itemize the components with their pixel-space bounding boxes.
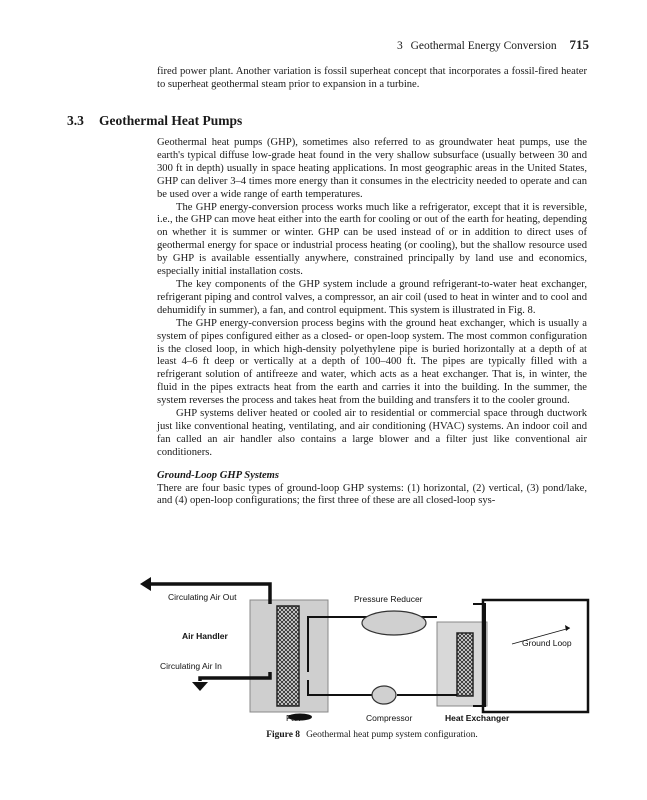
- figure-caption-text: Geothermal heat pump system configuration.: [306, 730, 478, 740]
- pressure-reducer: [362, 611, 426, 635]
- section-body: [157, 137, 587, 508]
- label-air-handler: Air Handler: [182, 631, 228, 641]
- ground-loop: [483, 600, 588, 712]
- paragraph: Geothermal heat pumps (GHP), sometimes also referred to as groundwater heat pumps, use the earth's typical diffuse low-grade heat found in the very shallow subsurface (usually between 30 and 300 ft in depth) usually in space heating applications. In most geographic areas in the United States, GHP can deliver 3–4 times more energy than it consumes in the electricity needed to operate and can be used over a wide range of earth temperatures.: [157, 137, 587, 200]
- paragraph: The GHP energy-conversion process begins with the ground heat exchanger, which is usually a system of pipes configured either as a closed- or open-loop system. The most common configuration is the closed loop, in which high-density polyethylene pipe is buried horizontally at a depth of at least 4–6 ft deep or vertically at a depth of 100–400 ft. The pipes are typically filled with a refrigerant solution of antifreeze and water, which acts as a heat exchanger. That is, in winter, the fluid in the pipes extracts heat from the earth and carries it into the building. In the summer, the system reverses the process and takes heat from the building and transfers it to the cooler ground.: [157, 317, 587, 407]
- label-air-in: Circulating Air In: [160, 661, 222, 671]
- arrow-head: [192, 682, 208, 691]
- subsection-heading: Ground-Loop GHP Systems: [157, 469, 280, 481]
- air-coil: [277, 606, 299, 706]
- label-air-out: Circulating Air Out: [168, 592, 237, 602]
- label-fan: Fan: [286, 713, 301, 723]
- section-heading: [67, 113, 242, 129]
- label-pressure-reducer: Pressure Reducer: [354, 594, 423, 604]
- label-heat-exchanger: Heat Exchanger: [445, 713, 510, 723]
- ghp-diagram: [140, 572, 610, 730]
- figure-label: Figure 8: [266, 730, 301, 740]
- label-ground-loop: Ground Loop: [522, 638, 572, 648]
- continuation-paragraph: fired power plant. Another variation is fossil superheat concept that incorporates a fossil-fired heater to superheat geothermal steam prior to expansion in a turbine.: [157, 66, 587, 90]
- figure-diagram: [140, 572, 610, 737]
- chapter-number: 3: [396, 40, 403, 52]
- paragraph: GHP systems deliver heated or cooled air to residential or commercial space through ductwork just like conventional heating, ventilating, and air conditioning (HVAC) systems. An indoor coil and fan called an air handler also contains a large blower and a filter just like conventional air conditioners.: [157, 408, 587, 458]
- running-header: [397, 37, 589, 53]
- section-number: 3.3: [67, 113, 84, 128]
- label-compressor: Compressor: [366, 713, 413, 723]
- section-title: Geothermal Heat Pumps: [99, 113, 243, 128]
- page-number: 715: [569, 37, 589, 52]
- running-title: Geothermal Energy Conversion: [410, 40, 557, 52]
- paragraph: The key components of the GHP system include a ground refrigerant-to-water heat exchanger, refrigerant piping and control valves, a compressor, an air coil (used to heat in winter and to cool and dehumidify in summer), a fan, and control equipment. This system is illustrated in Fig. 8.: [157, 278, 587, 316]
- heat-exchanger-coil: [457, 633, 473, 696]
- arrow-head: [140, 577, 151, 591]
- paragraph: There are four basic types of ground-loop GHP systems: (1) horizontal, (2) vertical, (3) pond/lake, and (4) open-loop configurations; the first three of these are all closed-loop sys-: [157, 482, 587, 507]
- paragraph: The GHP energy-conversion process works much like a refrigerator, except that it is reversible, i.e., the GHP can move heat either into the earth for cooling or out of the earth for heating, depending on whether it is summer or winter. GHP can be used instead of or in addition to direct uses of geothermal energy for space or industrial process heating (or cooling), but the shallow resource used by GHP is available essentially anywhere, constrained principally by land use and economics, especially initial installation costs.: [157, 201, 587, 278]
- figure-caption: [157, 730, 587, 740]
- arrow-head: [565, 625, 570, 631]
- compressor: [372, 686, 396, 704]
